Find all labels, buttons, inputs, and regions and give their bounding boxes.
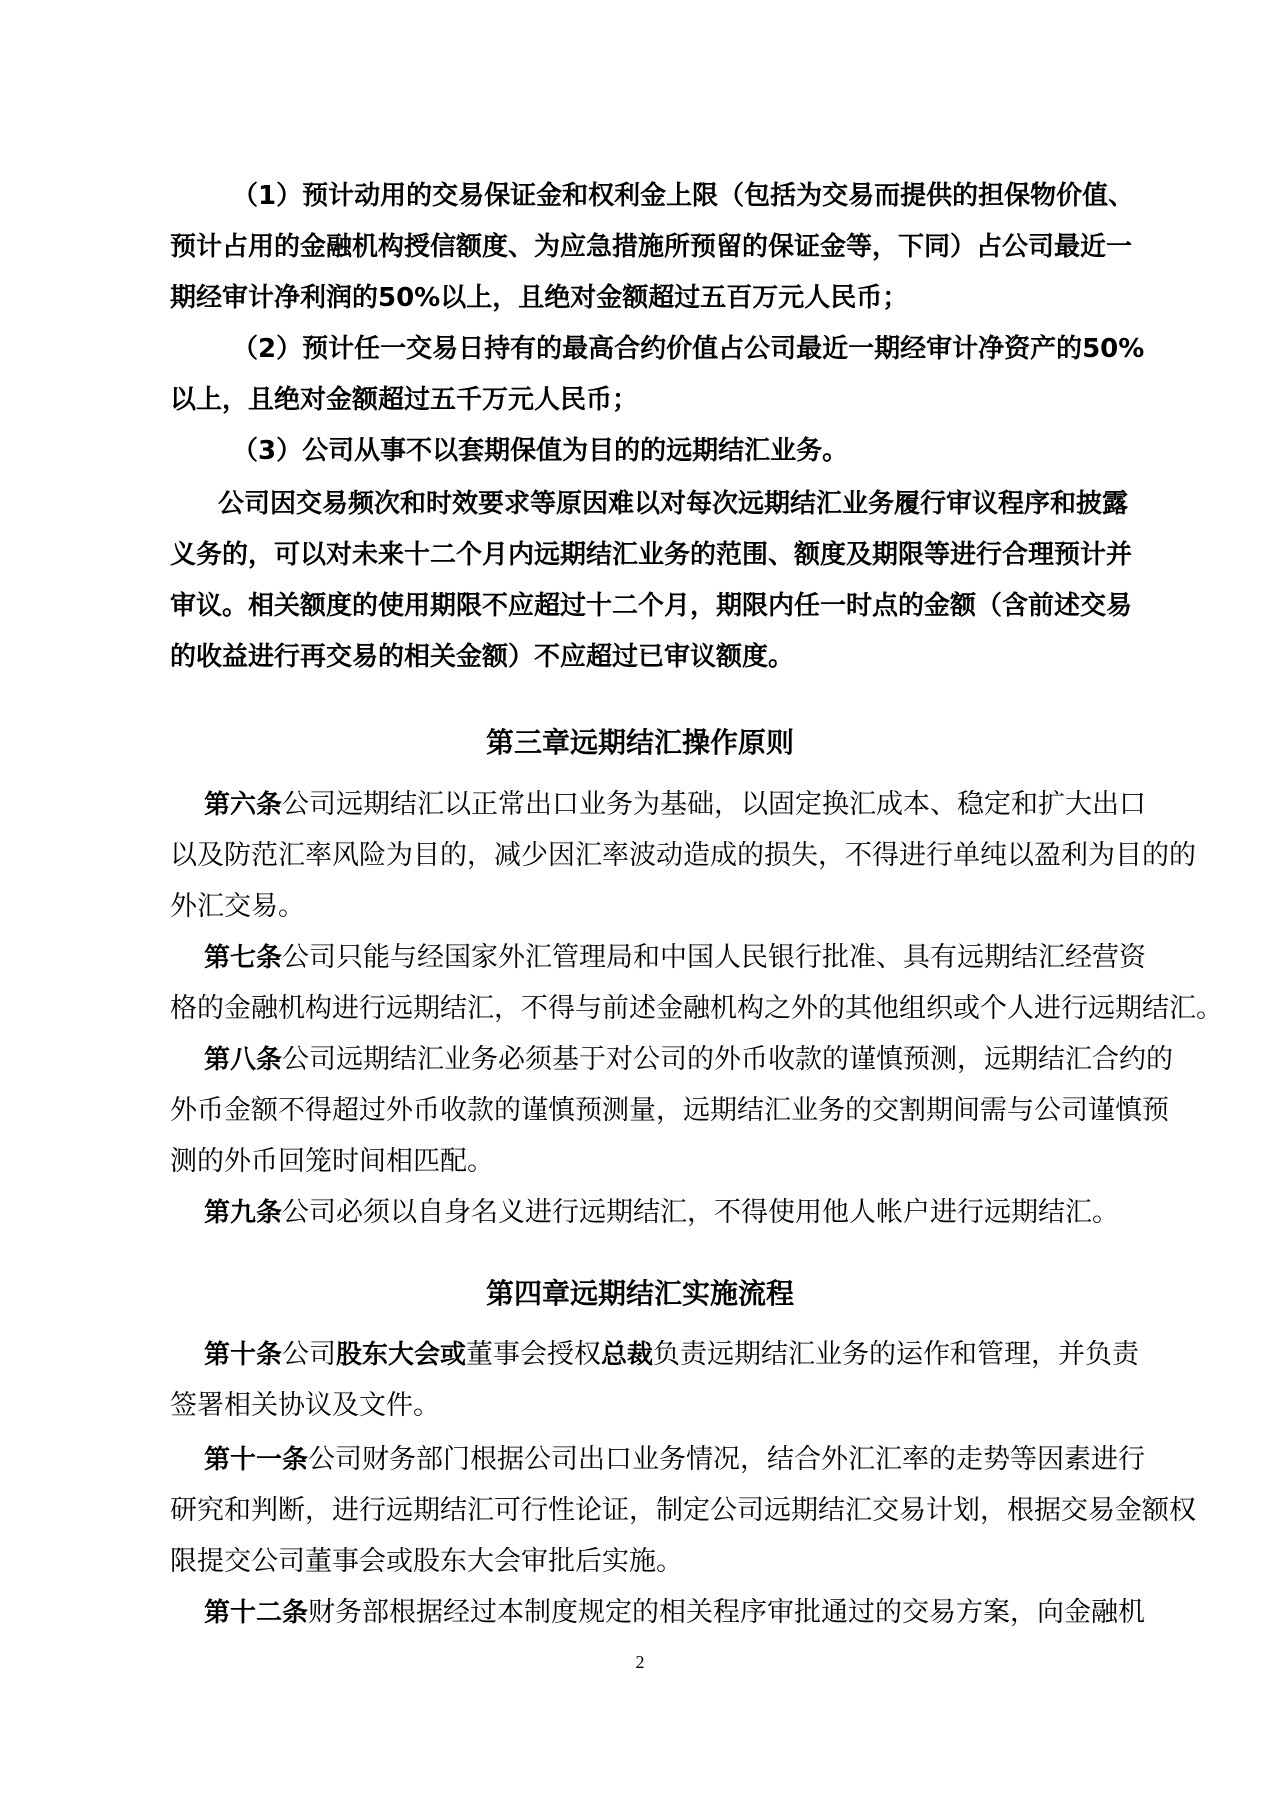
art10-seg1: 公司 [282, 1339, 337, 1370]
art7-text: 公司只能与经国家外汇管理局和中国人民银行批准、具有远期结汇经营资 [282, 942, 1147, 973]
art8-line3: 测的外币回笼时间相匹配。 [170, 1146, 494, 1177]
art6-text: 公司远期结汇以正常出口业务为基础，以固定换汇成本、稳定和扩大出口 [282, 789, 1147, 820]
art6-line2: 以及防范汇率风险为目的，减少因汇率波动造成的损失，不得进行单纯以盈利为目的的 [170, 840, 1196, 871]
page-number: 2 [635, 1652, 645, 1672]
art9-label: 第九条 [204, 1198, 283, 1228]
para-line4: 的收益进行再交易的相关金额）不应超过已审议额度。 [170, 642, 795, 672]
art6-line1 [204, 785, 1146, 825]
item2-line2: 以上，且绝对金额超过五千万元人民币； [170, 385, 639, 415]
art10-line2: 签署相关协议及文件。 [170, 1390, 440, 1421]
art12-label: 第十二条 [204, 1598, 309, 1628]
chapter3-title: 第三章远期结汇操作原则 [485, 726, 794, 759]
art12-line1 [204, 1593, 1145, 1633]
art10-seg2: 股东大会或 [336, 1340, 467, 1370]
art8-line2: 外币金额不得超过外币收款的谨慎预测量，远期结汇业务的交割期间需与公司谨慎预 [170, 1095, 1169, 1126]
art11-line3: 限提交公司董事会或股东大会审批后实施。 [170, 1546, 683, 1577]
art12-text: 财务部根据经过本制度规定的相关程序审批通过的交易方案，向金融机 [308, 1597, 1146, 1628]
para-line1: 公司因交易频次和时效要求等原因难以对每次远期结汇业务履行审议程序和披露 [218, 489, 1129, 519]
art10-seg3: 董事会授权 [466, 1339, 602, 1370]
art8-text: 公司远期结汇业务必须基于对公司的外币收款的谨慎预测，远期结汇合约的 [282, 1044, 1174, 1075]
chapter4-title: 第四章远期结汇实施流程 [485, 1277, 794, 1310]
art8-label: 第八条 [204, 1045, 283, 1075]
art6-label: 第六条 [204, 790, 283, 820]
art11-line1 [204, 1440, 1145, 1480]
art8-line1 [204, 1040, 1173, 1080]
para-line2: 义务的，可以对未来十二个月内远期结汇业务的范围、额度及期限等进行合理预计并 [170, 540, 1133, 570]
art9-text: 公司必须以自身名义进行远期结汇，不得使用他人帐户进行远期结汇。 [282, 1197, 1120, 1228]
art11-label: 第十一条 [204, 1445, 309, 1475]
item1-line1: （1）预计动用的交易保证金和权利金上限（包括为交易而提供的担保物价值、 [232, 181, 1135, 211]
item3-line: （3）公司从事不以套期保值为目的的远期结汇业务。 [232, 436, 849, 466]
para-line3: 审议。相关额度的使用期限不应超过十二个月，期限内任一时点的金额（含前述交易 [170, 591, 1133, 621]
art7-line2: 格的金融机构进行远期结汇，不得与前述金融机构之外的其他组织或个人进行远期结汇。 [170, 993, 1223, 1024]
art10-label: 第十条 [204, 1340, 283, 1370]
art11-line2: 研究和判断，进行远期结汇可行性论证，制定公司远期结汇交易计划，根据交易金额权 [170, 1495, 1196, 1526]
item2-line1: （2）预计任一交易日持有的最高合约价值占公司最近一期经审计净资产的50% [232, 334, 1145, 364]
art10-line1 [204, 1335, 1139, 1375]
art6-line3: 外汇交易。 [170, 891, 305, 922]
item1-line2: 预计占用的金融机构授信额度、为应急措施所预留的保证金等，下同）占公司最近一 [170, 232, 1133, 262]
art7-label: 第七条 [204, 943, 283, 973]
art10-seg5: 负责远期结汇业务的运作和管理，并负责 [653, 1339, 1140, 1370]
item1-line3: 期经审计净利润的50%以上，且绝对金额超过五百万元人民币； [170, 283, 909, 313]
art10-seg4: 总裁 [601, 1340, 654, 1370]
art7-line1 [204, 938, 1146, 978]
art9-line1 [204, 1193, 1119, 1233]
art11-text: 公司财务部门根据公司出口业务情况，结合外汇汇率的走势等因素进行 [308, 1444, 1146, 1475]
